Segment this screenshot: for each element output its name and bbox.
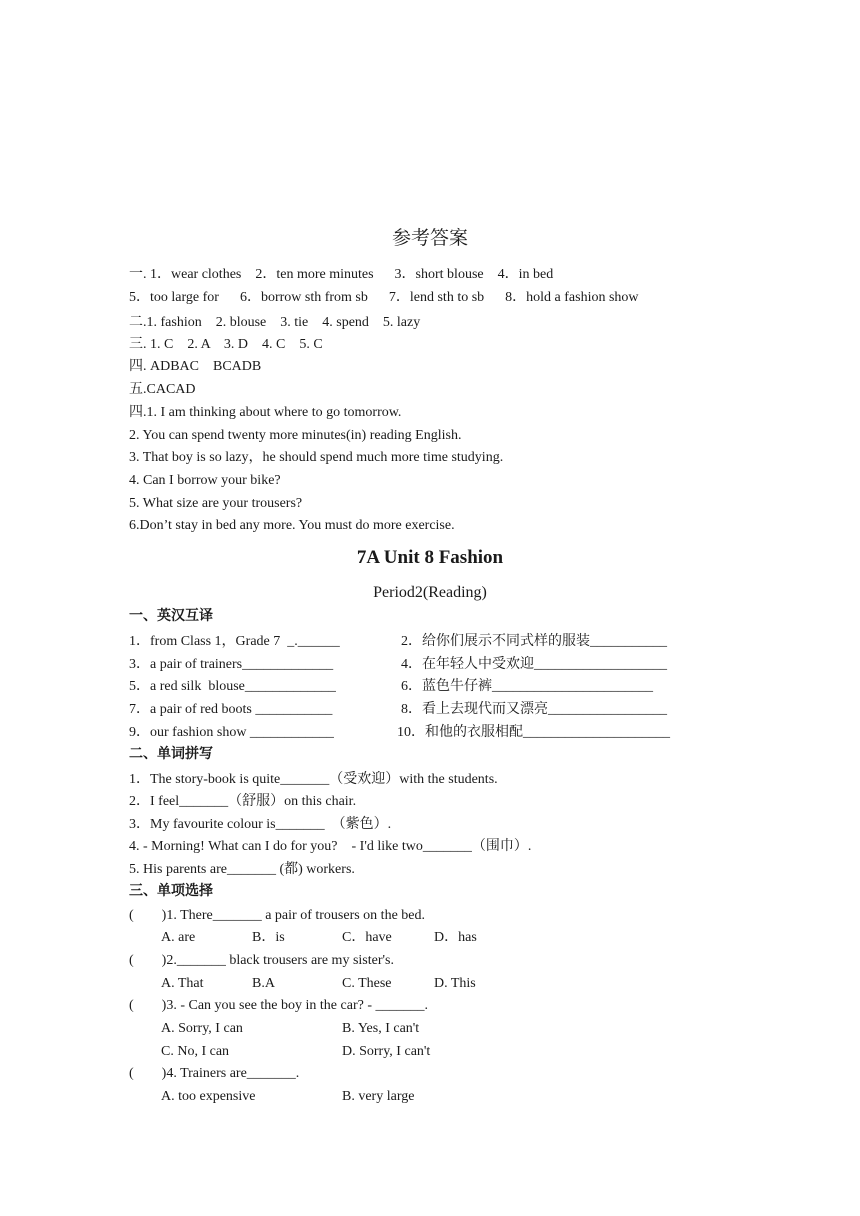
question: ( )2._______ black trousers are my sister's. (129, 953, 394, 968)
spelling-item: 4. - Morning! What can I do for you? - I'd like two_______（围巾）. (129, 839, 532, 854)
option: A. are (161, 930, 196, 945)
period-subtitle: Period2(Reading) (373, 584, 487, 601)
answer-line: 五.CACAD (129, 382, 196, 397)
answer-line: 5．too large for 6．borrow sth from sb 7．lend sth to sb 8．hold a fashion show (129, 290, 639, 305)
section-heading: 二、单词拼写 (129, 747, 213, 762)
answer-line: 3. That boy is so lazy，he should spend much more time studying. (129, 450, 504, 465)
section-heading: 一、英汉互译 (129, 609, 213, 624)
translation-item: 5．a red silk blouse_____________ (129, 679, 336, 694)
translation-item: 8．看上去现代而又漂亮_________________ (401, 702, 667, 717)
translation-item: 2．给你们展示不同式样的服装___________ (401, 634, 667, 649)
answer-line: 2. You can spend twenty more minutes(in) reading English. (129, 428, 462, 443)
option: B．is (252, 930, 285, 945)
option: C. No, I can (161, 1044, 230, 1059)
option: D. Sorry, I can't (342, 1044, 431, 1059)
answer-line: 5. What size are your trousers? (129, 496, 303, 511)
translation-item: 3．a pair of trainers_____________ (129, 657, 334, 672)
answer-line: 四. ADBAC BCADB (129, 359, 262, 374)
translation-item: 4．在年轻人中受欢迎___________________ (401, 657, 667, 672)
translation-item: 9．our fashion show ____________ (129, 725, 334, 740)
option: A. too expensive (161, 1089, 256, 1104)
translation-item: 1．from Class 1，Grade 7 _.______ (129, 634, 340, 649)
answer-line: 6.Don’t stay in bed any more. You must do more exercise. (129, 518, 455, 533)
option: B. very large (342, 1089, 415, 1104)
spelling-item: 5. His parents are_______ (都) workers. (129, 862, 355, 877)
section-heading: 三、单项选择 (129, 884, 213, 899)
unit-title: 7A Unit 8 Fashion (356, 547, 504, 568)
translation-item: 6．蓝色牛仔裤_______________________ (401, 679, 653, 694)
answer-line: 四.1. I am thinking about where to go tomorrow. (129, 405, 402, 420)
question: ( )4. Trainers are_______. (129, 1066, 300, 1081)
option: A. That (161, 976, 204, 991)
answer-key-title: 参考答案 (391, 228, 468, 249)
option: C. These (342, 976, 392, 991)
question: ( )3. - Can you see the boy in the car? - _______. (129, 998, 428, 1013)
translation-item: 7．a pair of red boots ___________ (129, 702, 333, 717)
option: B.A (252, 976, 275, 991)
option: D. This (434, 976, 476, 991)
option: C．have (342, 930, 392, 945)
translation-item: 10．和他的衣服相配_____________________ (397, 725, 670, 740)
answer-line: 二.1. fashion 2. blouse 3. tie 4. spend 5. lazy (129, 315, 421, 330)
option: B. Yes, I can't (342, 1021, 420, 1036)
option: D．has (434, 930, 477, 945)
spelling-item: 2．I feel_______（舒服）on this chair. (129, 794, 357, 809)
question: ( )1. There_______ a pair of trousers on the bed. (129, 908, 425, 923)
spelling-item: 3．My favourite colour is_______ （紫色）. (129, 817, 392, 832)
answer-line: 一. 1．wear clothes 2．ten more minutes 3．short blouse 4．in bed (129, 267, 554, 282)
option: A. Sorry, I can (161, 1021, 243, 1036)
spelling-item: 1．The story-book is quite_______（受欢迎）with the students. (129, 772, 498, 787)
answer-line: 4. Can I borrow your bike? (129, 473, 281, 488)
answer-line: 三. 1. C 2. A 3. D 4. C 5. C (129, 337, 323, 352)
